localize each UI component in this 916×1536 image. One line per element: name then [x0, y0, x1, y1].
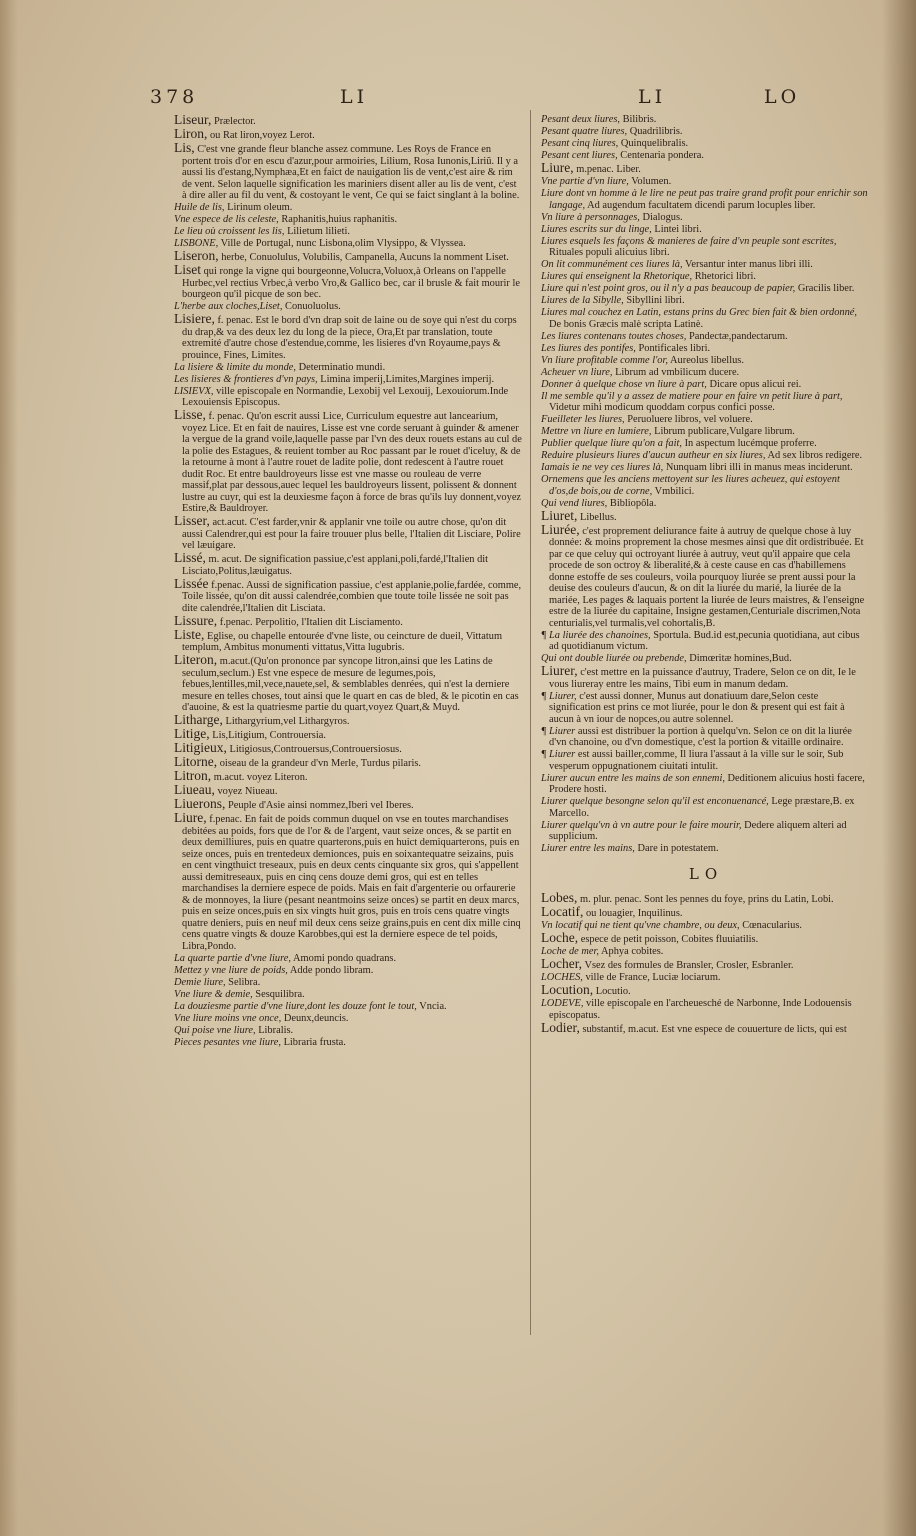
dictionary-entry [174, 742, 523, 756]
entry-headword: Vne liure & demie, [174, 988, 253, 1000]
entry-headword: Huile de lis, [174, 202, 225, 213]
dictionary-entry [541, 749, 871, 772]
entry-headword: Liueau, [174, 782, 215, 797]
right-column-lo-entries [541, 892, 871, 1035]
dictionary-entry [541, 665, 871, 690]
dictionary-entry [174, 313, 523, 361]
dictionary-entry [174, 575, 523, 615]
entry-text: act.acut. C'est farder,vnir & applanir vne toile ou autre chose, qu'on dit aussi Calendrer,qui est pour la faire trouuer plus belle, l'Italien dit Lisciare, Polire vel læuigare. [182, 517, 521, 551]
dictionary-entry [174, 626, 523, 654]
entry-headword: Litharge, [174, 712, 223, 727]
dictionary-entry [174, 756, 523, 770]
dictionary-entry [174, 953, 523, 965]
entry-text: m.acut.(Qu'on prononce par syncope litron,ainsi que les Latins de seculum,seclum.) Est vne espece de mesure de legumes,pois, febues,lentilles,mil,vece,nauete,sel, & semblables denrées, qui n'est la derniere mesure en telles choses, tout ainsi que le quart en cas de bled, & le picotin en cas d'auoine, & est la quatriesme partie du quart,voyez Quart,& Muyd. [182, 656, 519, 713]
dictionary-entry [541, 450, 871, 462]
dictionary-entry [174, 409, 523, 515]
entry-text: Eglise, ou chapelle entourée d'vne liste, ou ceincture de dueil, Vittatum templum, Ambitus monumenti vittatus,Vitta lugubris. [182, 630, 503, 653]
entry-headword: Vne espece de lis celeste, [174, 214, 279, 225]
dictionary-entry [174, 128, 523, 142]
entry-headword: Liurer, [541, 663, 578, 678]
dictionary-entry [541, 236, 871, 259]
entry-text: c'est mettre en la puissance d'autruy, Tradere, Selon ce on dit, Ie le vous liureray entre les mains, Tibi eum in manum dedam. [549, 667, 856, 690]
dictionary-entry [541, 391, 871, 414]
entry-text: herbe, Conuolulus, Volubilis, Campanella, Aucuns la nomment Liset. [221, 252, 509, 263]
dictionary-entry [541, 331, 871, 343]
dictionary-entry [541, 820, 871, 843]
entry-text: Libralis. [258, 1024, 294, 1036]
dictionary-entry [541, 126, 871, 138]
left-column [174, 114, 523, 1049]
dictionary-entry [541, 114, 871, 126]
entry-headword: Liurer quelqu'vn à vn autre pour le faire mourir, [541, 819, 742, 831]
dictionary-entry [541, 691, 871, 726]
entry-text: Limina imperij,Limites,Margines imperij. [320, 373, 495, 385]
entry-headword: Reduire plusieurs liures d'aucun autheur en six liures, [541, 450, 766, 461]
entry-text: Quinquelibralis. [620, 138, 689, 149]
dictionary-entry [541, 958, 871, 972]
entry-headword: Ornemens que les anciens mettoyent sur les liures acheuez, qui estoyent d'os,de bois,ou de corne, [541, 474, 840, 497]
entry-headword: Qui vend liures, [541, 497, 608, 509]
entry-text: Aureolus libellus. [670, 354, 744, 366]
dictionary-entry [541, 906, 871, 920]
dictionary-entry [541, 212, 871, 224]
entry-headword: Liuret, [541, 507, 578, 523]
dictionary-entry [174, 214, 523, 226]
entry-text: Locutio. [595, 986, 631, 997]
entry-text: Rhetorici libri. [694, 271, 756, 282]
entry-headword: Pesant cinq liures, [541, 138, 619, 149]
dictionary-entry [174, 784, 523, 798]
entry-text: ou Rat liron,voyez Lerot. [209, 130, 315, 141]
entry-headword: Liures qui enseignent la Rhetorique, [541, 271, 693, 282]
entry-text: Aphya cobites. [601, 946, 664, 957]
entry-text: Sibyllini libri. [626, 295, 685, 306]
entry-text: qui ronge la vigne qui bourgeonne,Volucra,Voluox,à Orleans on l'appelle Hurbec,vel rectius Vrbec,à verbo Vro,& Gallico bec, car il brusle & fait mourir le bourgeon qu'il picque de son bec. [182, 266, 520, 300]
dictionary-entry [541, 507, 871, 524]
entry-headword: Liuerons, [174, 796, 226, 811]
entry-headword: Liseur, [174, 112, 212, 127]
entry-headword: Vne partie d'vn liure, [541, 176, 629, 187]
dictionary-entry [174, 1037, 523, 1049]
dictionary-entry [541, 474, 871, 497]
entry-text: m. acut. De signification passiue,c'est applani,poli,fardé,l'Italien dit Lisciato,Politus,læuigatus. [182, 554, 489, 577]
entry-text: Lis,Litigium, Controuersia. [212, 730, 326, 741]
entry-text: Ad sex libros redigere. [767, 450, 863, 461]
entry-text: Prælector. [213, 116, 256, 127]
entry-text: Libraria frusta. [283, 1036, 346, 1048]
entry-headword: Le lieu où croissent les lis, [174, 226, 285, 237]
entry-text: Vncia. [419, 1000, 447, 1012]
entry-text: substantif, m.acut. Est vne espece de couuerture de licts, qui est [582, 1023, 847, 1035]
dictionary-entry [541, 920, 871, 932]
entry-headword: Vn liure à personnages, [541, 211, 640, 223]
dictionary-entry [541, 162, 871, 176]
dictionary-entry [541, 271, 871, 283]
dictionary-entry [541, 726, 871, 749]
dictionary-entry [541, 367, 871, 379]
dictionary-entry [541, 438, 871, 450]
dictionary-entry [174, 114, 523, 128]
dictionary-entry [174, 798, 523, 812]
entry-headword: Lissée [174, 575, 209, 591]
entry-text: Peruoluere libros, vel voluere. [627, 414, 753, 425]
entry-headword: Liseron, [174, 248, 219, 263]
entry-text: Adde pondo libram. [289, 964, 374, 976]
dictionary-entry [174, 714, 523, 728]
entry-headword: Vn locatif qui ne tient qu'vne chambre, ou deux, [541, 920, 740, 931]
entry-headword: Loche, [541, 930, 579, 945]
entry-text: Dicare opus alicui rei. [709, 378, 802, 390]
entry-text: Sesquilibra. [255, 988, 305, 1000]
dictionary-entry [541, 1019, 871, 1036]
dictionary-entry [541, 283, 871, 295]
entry-headword: Lissé, [174, 550, 206, 565]
entry-text: aussi est distribuer la portion à quelqu'vn. Selon ce on dit la liurée d'vn chanoine, ou d'vn domestique, c'est la portion & vitaille ordinaire. [549, 725, 852, 748]
dictionary-entry [174, 654, 523, 714]
entry-text: Librum ad vmbilicum ducere. [615, 366, 740, 378]
dictionary-entry [541, 998, 871, 1021]
entry-headword: Mettez y vne liure de poids, [174, 964, 288, 976]
entry-headword: Les liures des pontifes, [541, 342, 636, 354]
entry-headword: Lisiere, [174, 311, 215, 326]
entry-text: c'est aussi donner, Munus aut donatiuum dare,Selon ceste signification est prins ce mot liurée, pour le don & present qui est fait à aucun à vn iour de nopces,ou autre solennel. [549, 690, 845, 725]
entry-text: Lintei libri. [654, 223, 702, 235]
dictionary-entry [174, 1025, 523, 1037]
entry-headword: Fueilleter les liures, [541, 414, 625, 425]
dictionary-entry [174, 386, 523, 409]
dictionary-entry [541, 295, 871, 307]
entry-headword: Mettre vn liure en lumiere, [541, 426, 652, 437]
entry-text: Amomi pondo quadrans. [293, 952, 397, 964]
entry-text: Lege præstare,B. ex Marcello. [549, 796, 855, 819]
entry-text: Bilibris. [622, 114, 657, 125]
entry-headword: Vne liure moins vne once, [174, 1012, 282, 1024]
entry-headword: Locatif, [541, 904, 584, 919]
entry-text: Dialogus. [642, 211, 683, 223]
entry-text: Cœnacularius. [742, 920, 802, 931]
entry-headword: Il me semble qu'il y a assez de matiere pour en faire vn petit liure à part, [541, 390, 843, 402]
entry-headword: Liure, [174, 810, 207, 825]
dictionary-entry [174, 202, 523, 214]
entry-headword: Demie liure, [174, 976, 226, 988]
entry-text: ou louagier, Inquilinus. [585, 908, 683, 919]
entry-headword: Litorne, [174, 754, 218, 769]
entry-headword: LODEVE, [541, 998, 584, 1009]
entry-text: espece de petit poisson, Cobites fluuiatilis. [580, 934, 759, 945]
entry-headword: LOCHES, [541, 972, 583, 983]
entry-text: Lithargyrium,vel Lithargyros. [225, 716, 350, 727]
entry-headword: Loche de mer, [541, 946, 599, 957]
dictionary-entry [174, 142, 523, 202]
entry-text: Ville de Portugal, nunc Lisbona,olim Vlysippo, & Vlyssea. [220, 238, 466, 249]
dictionary-entry [174, 374, 523, 386]
entry-text: Lilietum lilieti. [287, 226, 350, 237]
entry-headword: Les liures contenans toutes choses, [541, 330, 687, 342]
entry-text: m.penac. Liber. [576, 164, 641, 175]
entry-headword: LISIEVX, [174, 385, 214, 397]
entry-headword: Liurer aucun entre les mains de son ennemi, [541, 772, 725, 784]
entry-headword: Liures escrits sur du linge, [541, 223, 652, 235]
entry-headword: Liure dont vn homme à le lire ne peut pas traire grand profit pour enrichir son langage, [541, 188, 868, 211]
entry-headword: Iamais ie ne vey ces liures là, [541, 462, 664, 473]
entry-text: Rituales populi alicuius libri. [549, 247, 670, 258]
column-divider [530, 110, 531, 1335]
entry-headword: Liset [174, 262, 201, 277]
entry-text: Librum publicare,Vulgare librum. [654, 426, 795, 437]
entry-headword: Liurer quelque besongne selon qu'il est enconuenancé, [541, 796, 769, 807]
dictionary-entry [541, 138, 871, 150]
entry-text: Libellus. [579, 511, 617, 523]
dictionary-entry [541, 379, 871, 391]
entry-text: ville episcopale en Normandie, Lexobij vel Lexouij, Lexouiorum.Inde Lexouiensis Episcopus. [182, 385, 509, 408]
dictionary-entry [541, 630, 871, 653]
entry-headword: Liurer entre les mains, [541, 843, 635, 854]
entry-text: est aussi bailler,comme, Il liura l'assaut à la ville sur le soir, Sub vesperum oppugnationem ciuitati intulit. [549, 749, 844, 772]
running-head-right: LO [764, 86, 801, 108]
entry-headword: Pesant cent liures, [541, 150, 618, 161]
entry-text: f.penac. Aussi de signification passiue, c'est applanie,polie,fardée, comme, Toile lissée, qu'on dit aussi calendrée,combien que toute toile lissée ne soit pas dite calendrée,l'Italien dit Lisciata. [182, 579, 522, 614]
dictionary-entry [541, 224, 871, 236]
entry-headword: Liurée, [541, 521, 580, 537]
page-number: 378 [150, 86, 199, 108]
entry-headword: La quarte partie d'vne liure, [174, 952, 291, 964]
entry-text: Quadrilibris. [629, 126, 683, 137]
section-heading-lo: LO [688, 864, 724, 883]
entry-headword: La douziesme partie d'vne liure,dont les douze font le tout, [174, 1000, 417, 1012]
entry-headword: Lisse, [174, 407, 206, 422]
entry-headword: ¶ Liurer [541, 725, 576, 737]
right-column [541, 114, 871, 1036]
entry-text: Litigiosus,Controuersus,Controuersiosus. [229, 744, 402, 755]
entry-headword: ¶ Liurer, [541, 690, 577, 702]
entry-text: c'est proprement deliurance faite à autruy de quelque chose à luy donnée: & moins proprement la chose mesmes ainsi que dit ordistribuée. Et par ce que celuy qui octroyant liurée à autruy, veut qu'il appaire que cela procede de son octroy & liberalité,& à ceste cause en cas d'habillemens donne estoffe de ses couleurs, voila pourquoy liurée se prent aussi pour la deuise des couleurs d'aucun, & on dit la liurée du marié, la liurée de la mariée, Les pages & laquais portent la liurée de leurs maistres, & l'enseigne estre de la liurée du capitaine, Insigne gestamen,Centuriale discrimen,Nota centurialis,vel turmalis,vel cohortalis,B. [549, 525, 865, 629]
entry-text: m. plur. penac. Sont les pennes du foye, prins du Latin, Lobi. [579, 894, 834, 905]
dictionary-entry [541, 932, 871, 946]
entry-headword: Liures esquels les façons & manieres de faire d'vn peuple sont escrites, [541, 235, 837, 247]
entry-text: ville episcopale en l'archeuesché de Narbonne, Inde Lodouensis episcopatus. [549, 998, 852, 1021]
entry-text: Sportula. Bud.id est,pecunia quotidiana, aut cibus ad quotidianum victum. [549, 629, 860, 652]
dictionary-entry [541, 259, 871, 271]
dictionary-entry [174, 238, 523, 250]
entry-text: Videtur mihi modicum quoddam corpus confici posse. [549, 402, 775, 413]
dictionary-entry [174, 770, 523, 784]
dictionary-entry [541, 892, 871, 906]
entry-headword: Locher, [541, 956, 583, 971]
entry-headword: Lodier, [541, 1019, 580, 1035]
entry-text: f. penac. Qu'on escrit aussi Lice, Curriculum equestre aut lancearium, voyez Lice. Et en fait de nauires, Lisse est vne corde seruant à guinder & amener la vergue de la grand voile,laquelle passe par l'vn des deux rouets estans au cul de la polie des Estagues, & reuient tomber au Roc passant par le rouet d'iceluy, & de la retourne à mont à l'autre rouet de ladite polie, dont redescent à l'autre rouet dudit Roc. Et entre bauldroyeurs lisse est vne masse ou rouleau de verre massif,plat par dessous,auec lequel les bauldroyeurs lissent, polissent & donnent lustre au cuyr, qui est la deuxiesme façon à force de bras qu'ils luy donnent,voyez Estire,& Bauldroyer. [182, 411, 522, 514]
entry-text: Deditionem alicuius hosti facere, Prodere hosti. [549, 772, 865, 795]
entry-text: Deunx,deuncis. [283, 1012, 349, 1024]
dictionary-entry [541, 176, 871, 188]
entry-headword: L'herbe aux cloches,Liset, [174, 301, 283, 312]
dictionary-entry [541, 796, 871, 819]
entry-headword: Publier quelque liure qu'on a fait, [541, 438, 682, 449]
dictionary-entry [541, 414, 871, 426]
entry-headword: Qui ont double liurée ou prebende, [541, 653, 687, 664]
entry-text: Nunquam libri illi in manus meas inciderunt. [665, 462, 853, 473]
entry-headword: Litigieux, [174, 740, 227, 755]
dictionary-entry [174, 362, 523, 374]
dictionary-entry [541, 188, 871, 211]
entry-text: Vsez des formules de Bransler, Crosler, Esbranler. [584, 960, 794, 971]
entry-text: m.acut. voyez Literon. [213, 772, 308, 783]
dictionary-entry [174, 989, 523, 1001]
running-head-center: LI [638, 86, 667, 108]
dictionary-entry [541, 653, 871, 665]
entry-text: Conuoluolus. [285, 301, 341, 312]
dictionary-entry [174, 552, 523, 577]
entry-headword: Pesant quatre liures, [541, 126, 628, 137]
entry-text: f.penac. Perpolitio, l'Italien dit Lisciamento. [219, 616, 403, 628]
running-head-left: LI [340, 86, 369, 108]
entry-text: Lirinum oleum. [227, 202, 293, 213]
entry-headword: Donner à quelque chose vn liure à part, [541, 378, 707, 390]
entry-text: Pontificales libri. [638, 342, 711, 354]
entry-headword: Literon, [174, 652, 218, 667]
dictionary-entry [541, 343, 871, 355]
dictionary-entry [174, 1013, 523, 1025]
dictionary-entry [541, 498, 871, 510]
entry-headword: Liure qui n'est point gros, ou il n'y a pas beaucoup de papier, [541, 283, 796, 294]
entry-text: Determinatio mundi. [298, 361, 386, 373]
dictionary-entry [174, 1001, 523, 1013]
entry-text: Centenaria pondera. [620, 150, 704, 161]
entry-text: Vmbilici. [654, 485, 695, 497]
entry-headword: Liron, [174, 126, 208, 141]
entry-text: Ad augendum facultatem dicendi parum locuples liber. [587, 199, 816, 211]
entry-headword: ¶ Liurer [541, 749, 576, 760]
entry-text: f.penac. En fait de poids commun duquel on vse en toutes marchandises debitées au poids, fors que de l'or & de l'argent, vaut seize onces, & se partit en deux demilliures, puis en quatre quarterons,puis en huict demiquarterons, puis en seize onces, puis en trentedeux demionces, puis en soixantequatre seizains, puis en cent vingthuict treseaux, puis en deux cents cinquante six gros, qui s'appellent aussi demitreseaux, puis en cinq cens douze demi gros, qui est en telles marchandises la derniere espece de poids. Mais en fait d'argenterie ou orfaurerie & de monnoyes, la liure (pesant neantmoins seize onces) se partit en deux marcs, puis en seize onces,puis en six vingts huit gros, puis en trois cens quatre vingts quatre deniers, puis en neuf mil deux cens seize grains,puis en cent dix mille cinq cens quatre vingts & douze Karobbes,qui est la derniere espece de tel poids, Libra,Pondo. [182, 814, 521, 952]
dictionary-entry [541, 946, 871, 958]
dictionary-entry [174, 612, 523, 629]
entry-headword: Lissure, [174, 612, 218, 628]
entry-text: Bibliopôla. [609, 497, 657, 509]
dictionary-entry [174, 250, 523, 264]
dictionary-entry [541, 150, 871, 162]
dictionary-entry [174, 301, 523, 313]
entry-headword: Liures de la Sibylle, [541, 295, 624, 306]
dictionary-entry [541, 355, 871, 367]
entry-headword: Pesant deux liures, [541, 114, 620, 125]
entry-headword: LISBONE, [174, 238, 219, 249]
entry-text: In aspectum lucémque proferre. [684, 438, 817, 449]
entry-text: voyez Niueau. [217, 786, 278, 797]
entry-headword: Lobes, [541, 890, 578, 905]
entry-headword: Qui poise vne liure, [174, 1024, 256, 1036]
entry-headword: Les lisieres & frontieres d'vn pays, [174, 373, 318, 385]
entry-text: Dare in potestatem. [637, 843, 719, 854]
entry-text: Dedere aliquem alteri ad supplicium. [549, 819, 847, 842]
dictionary-entry [541, 521, 871, 630]
entry-text: ville de France, Luciæ lociarum. [585, 972, 721, 983]
dictionary-entry [541, 426, 871, 438]
entry-text: Pandectæ,pandectarum. [688, 330, 788, 342]
entry-headword: Lisser, [174, 513, 210, 528]
dictionary-entry [541, 843, 871, 855]
entry-text: f. penac. Est le bord d'vn drap soit de laine ou de soye qui n'est du corps du drap,& va des deux lez du long de la piece, Ora,Et par translation, toute extremité d'autre chose d'estendue,comme, les lisieres d'vn Royaume,pays & prouince, Fines, Limites. [182, 315, 517, 361]
entry-text: Raphanitis,huius raphanitis. [281, 214, 398, 225]
dictionary-entry [541, 462, 871, 474]
entry-text: Versantur inter manus libri illi. [685, 259, 813, 270]
entry-headword: La lisiere & limite du monde, [174, 361, 296, 373]
entry-headword: Litige, [174, 726, 210, 741]
entry-headword: Litron, [174, 768, 212, 783]
dictionary-entry [174, 226, 523, 238]
entry-text: Volumen. [631, 176, 672, 187]
entry-text: De bonis Græcis malè scripta Latinè. [549, 318, 704, 330]
entry-headword: Vn liure profitable comme l'or, [541, 354, 668, 366]
entry-text: Gracilis liber. [797, 283, 855, 294]
entry-text: Peuple d'Asie ainsi nommez,Iberi vel Iberes. [227, 800, 414, 811]
dictionary-entry [174, 515, 523, 552]
right-column-li-entries [541, 114, 871, 855]
dictionary-entry [174, 977, 523, 989]
dictionary-entry [541, 307, 871, 330]
entry-headword: Acheuer vn liure, [541, 366, 613, 378]
entry-headword: On lit communément ces liures là, [541, 259, 683, 270]
entry-headword: ¶ La liurée des chanoines, [541, 629, 651, 641]
dictionary-entry [541, 773, 871, 796]
entry-text: oiseau de la grandeur d'vn Merle, Turdus pilaris. [219, 758, 422, 769]
entry-text: Selibra. [228, 976, 261, 988]
dictionary-entry [174, 264, 523, 301]
entry-headword: Liste, [174, 626, 205, 642]
entry-text: Dimœritæ homines,Bud. [689, 653, 792, 664]
entry-headword: Liures mal couchez en Latin, estans prins du Grec bien fait & bien ordonné, [541, 307, 858, 318]
entry-headword: Pieces pesantes vne liure, [174, 1036, 281, 1048]
entry-headword: Liure, [541, 160, 574, 175]
dictionary-entry [174, 812, 523, 952]
dictionary-entry [174, 965, 523, 977]
dictionary-entry [541, 984, 871, 998]
entry-text: C'est vne grande fleur blanche assez commune. Les Roys de France en portent trois d'or en escu d'azur,pour armoiries, Lilium, Rosa Iunonis,Liriũ. Il y a aussi lis d'estang,Nymphæa,Et en faict de nauigation lis de vent,c'est aire & rim de vent. Selon laquelle signification les mariniers disent aller au lis de vent, c'est à dire aller au fil du vent, & costoyant le vent, Ce qui se faict singlant à la boline. [182, 144, 520, 201]
entry-headword: Lis, [174, 140, 195, 155]
entry-headword: Locution, [541, 982, 594, 997]
